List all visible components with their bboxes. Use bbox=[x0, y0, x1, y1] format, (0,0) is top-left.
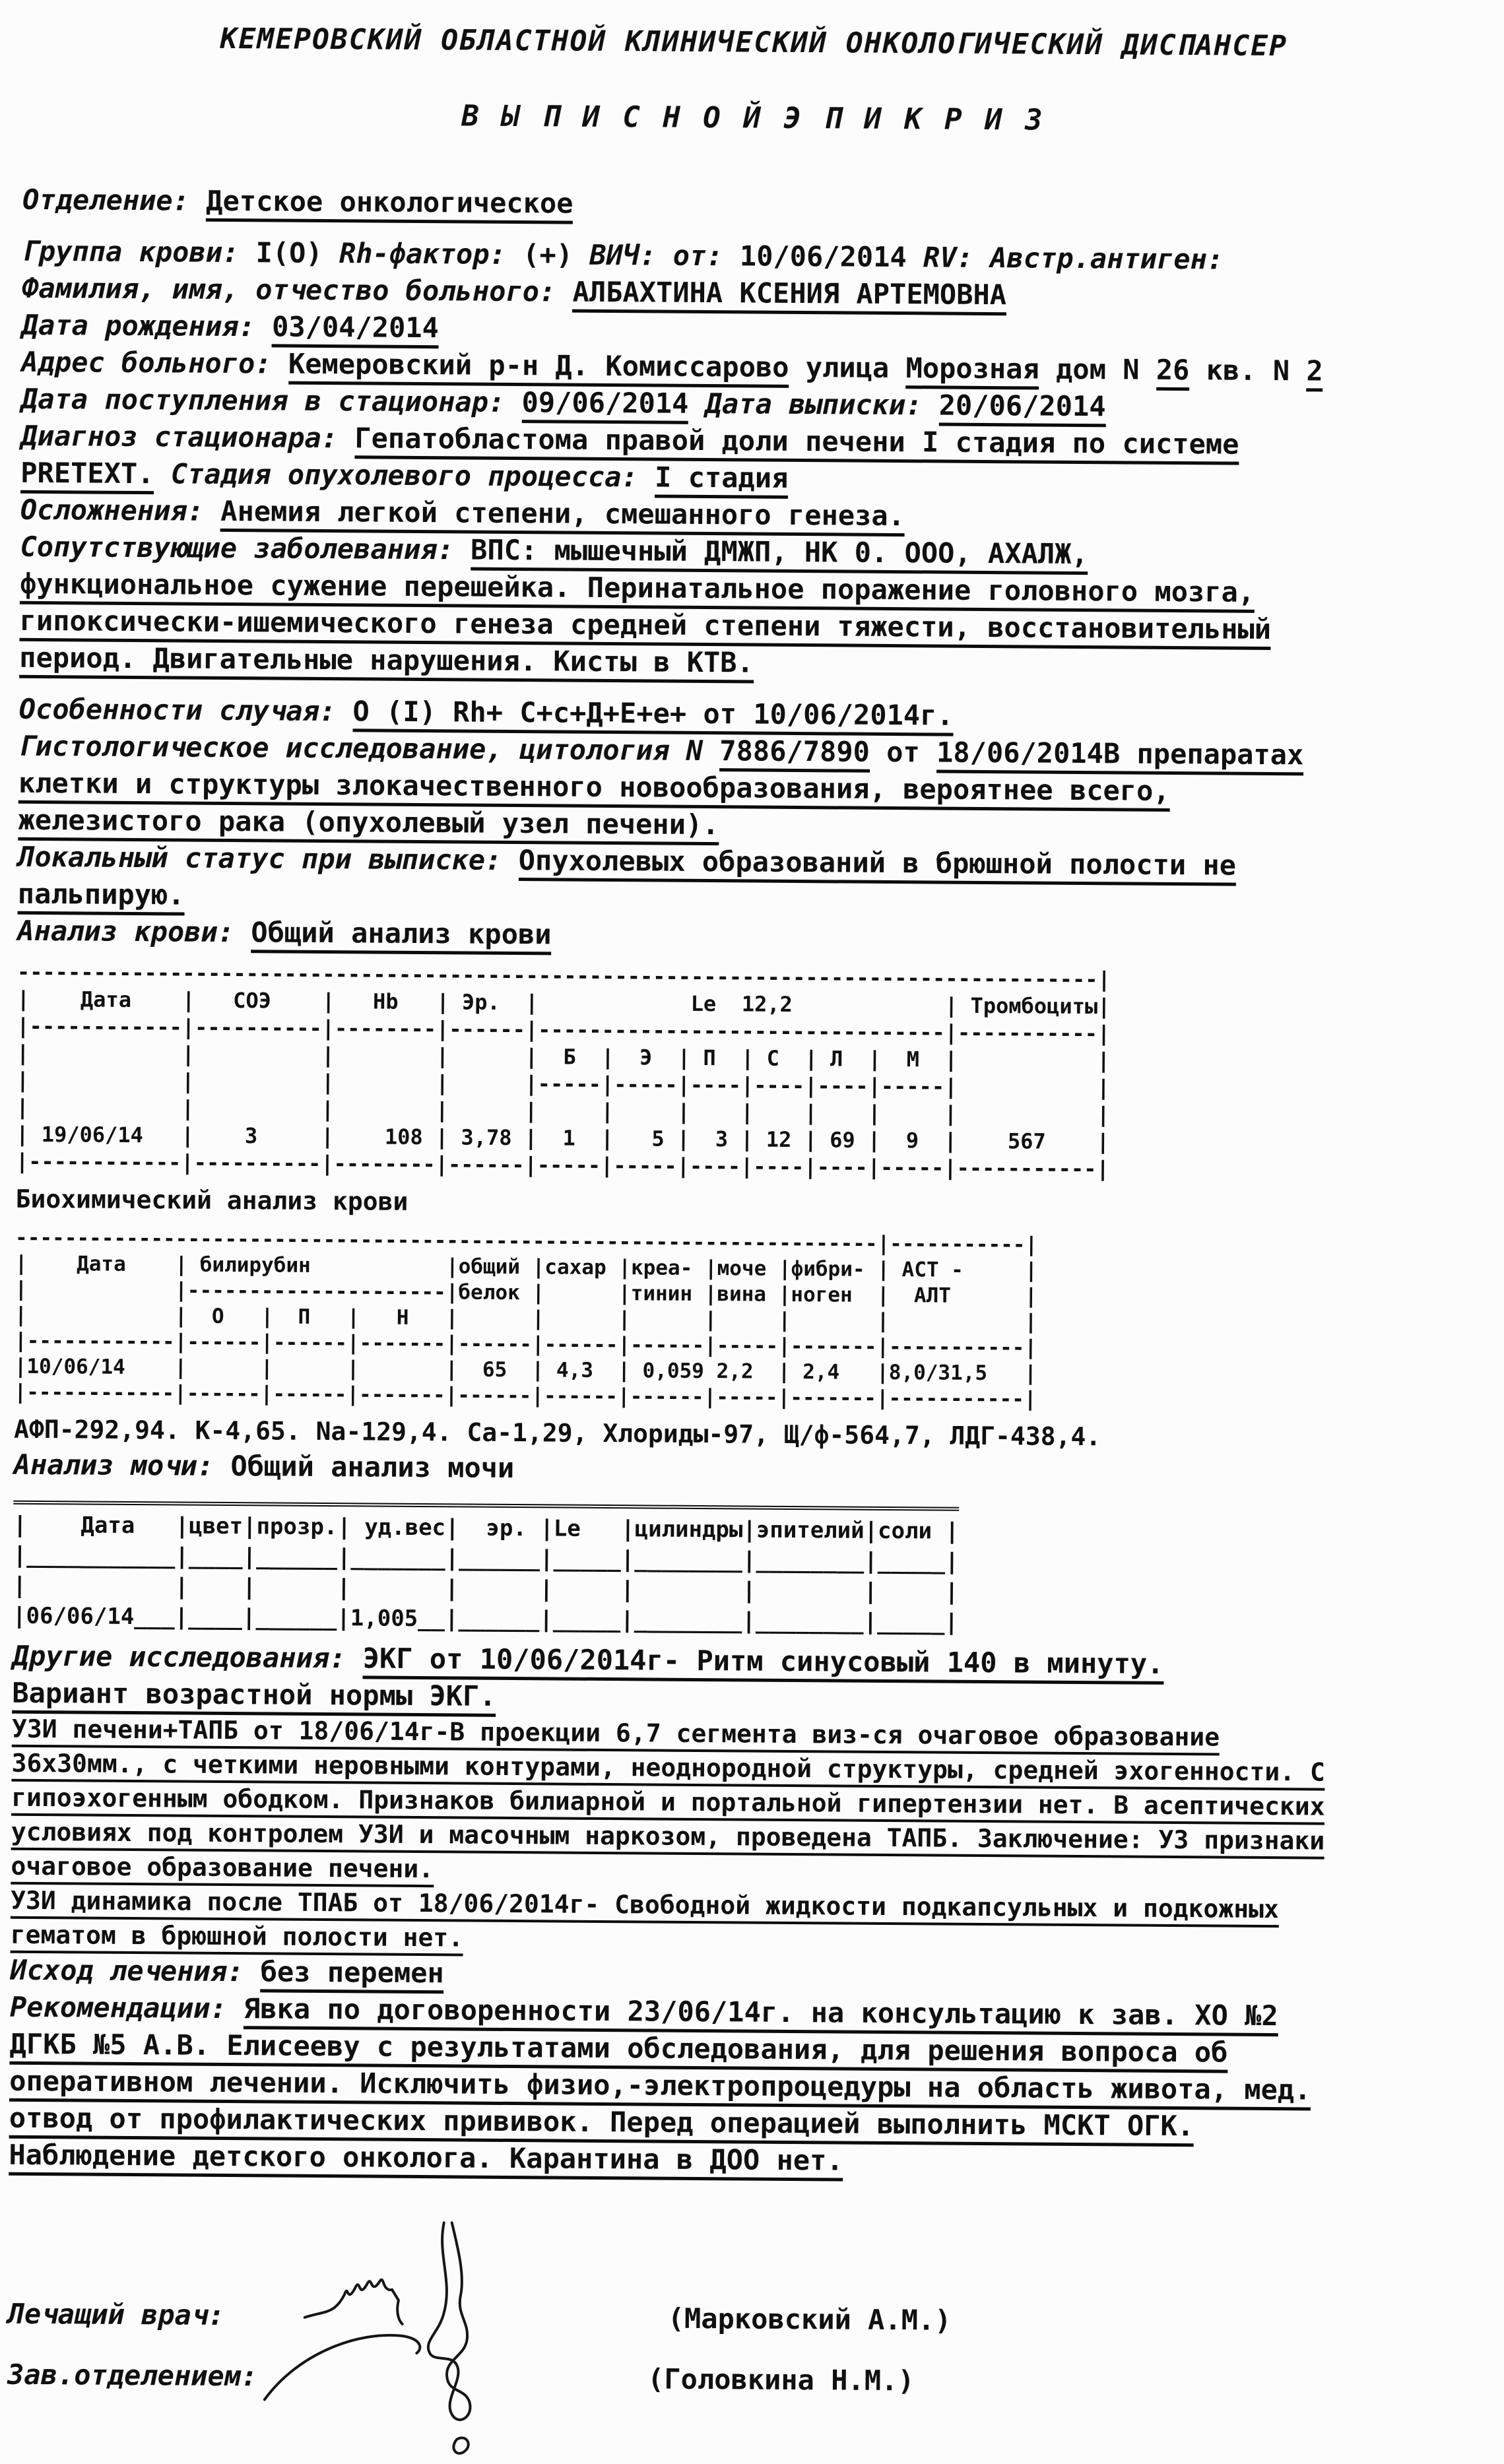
field-label: Адрес больного: bbox=[21, 345, 289, 380]
urine-table: | Дата |цвет|прозр.| уд.вес| эр. |Le |цилиндры|эпителий|соли | |___________|____|______|_______|______|_____|________|________|_____| | | | | | | | | | | |06/06/14___|____|______|1,005__|______|_____|________|________|_____| bbox=[13, 1501, 959, 1638]
field-label: Сопутствующие заболевания: bbox=[20, 530, 471, 566]
signature-head-scribble bbox=[265, 2335, 420, 2401]
field-value: без перемен bbox=[260, 1955, 444, 1994]
field-value: Вариант возрастной нормы ЭКГ. bbox=[12, 1677, 496, 1717]
field-value: Гепатобластома правой доли печени I стадия по системе bbox=[354, 422, 1239, 465]
field-value: О (I) Rh+ С+с+Д+Е+е+ от 10/06/2014г. bbox=[352, 695, 954, 736]
field-label: Дата выписки: bbox=[705, 387, 939, 422]
signature-attending-scribble bbox=[305, 2279, 403, 2324]
field-value: Анемия легкой степени, смешанного генеза. bbox=[220, 495, 905, 536]
field-value: 2 bbox=[1306, 354, 1323, 391]
field-value: 18/06/2014В препаратах bbox=[936, 736, 1304, 775]
field-label: Осложнения: bbox=[20, 493, 221, 527]
field-value: I(О) bbox=[255, 236, 340, 270]
field-label: Рекомендации: bbox=[9, 1990, 244, 2025]
field-value: Явка по договоренности 23/06/14г. на консультацию к зав. ХО №2 bbox=[244, 1992, 1278, 2036]
scanned-content bbox=[7, 21, 1484, 2448]
field-label: ВИЧ: от: bbox=[589, 238, 740, 273]
attending-doctor-label: Лечащий врач: bbox=[7, 2297, 225, 2332]
attending-doctor-name: (Марковский А.М.) bbox=[667, 2302, 952, 2337]
field-label: Стадия опухолевого процесса: bbox=[170, 457, 655, 494]
field-value: 10/06/2014 bbox=[739, 240, 924, 274]
department-line bbox=[22, 181, 1483, 228]
field-label: Анализ крови: bbox=[17, 914, 251, 949]
field-value: Морозная bbox=[905, 352, 1039, 389]
field-value: дом N bbox=[1039, 352, 1157, 386]
field-value: Наблюдение детского онколога. Карантина в ДОО нет. bbox=[9, 2139, 843, 2182]
field-label: Исход лечения: bbox=[10, 1953, 261, 1988]
field-value: очаговое образование печени. bbox=[11, 1852, 434, 1887]
field-value: клетки и структуры злокачественного новообразования, вероятнее всего, bbox=[18, 767, 1170, 812]
field-value: Общий анализ мочи bbox=[230, 1450, 515, 1485]
field-value: гипоксически-ишемического генеза средней степени тяжести, восстановительный bbox=[19, 604, 1271, 650]
handwritten-signatures bbox=[224, 2182, 649, 2461]
field-label: Гистологическое исследование, цитология N bbox=[18, 729, 720, 767]
field-value: ВПС: мышечный ДМЖП, НК 0. ООО, АХАЛЖ, bbox=[471, 534, 1088, 575]
field-value: оперативном лечении. Исключить физио,-электропроцедуры на область живота, мед. bbox=[9, 2065, 1311, 2111]
biochem-title bbox=[15, 1182, 1476, 1226]
field-value: Общий анализ крови bbox=[251, 916, 552, 955]
field-value: 20/06/2014 bbox=[939, 389, 1106, 427]
field-value: АЛБАХТИНА КСЕНИЯ АРТЕМОВНА bbox=[572, 276, 1006, 316]
field-value: от bbox=[869, 735, 937, 769]
field-label: Фамилия, имя, отчество больного: bbox=[22, 271, 573, 308]
field-label: Группа крови: bbox=[22, 234, 256, 269]
field-label: Rh-фактор: bbox=[339, 237, 523, 271]
field-value: пальпирую. bbox=[18, 878, 185, 916]
document-body bbox=[9, 181, 1483, 2184]
signature-block bbox=[7, 2220, 1468, 2448]
field-value: Биохимический анализ крови bbox=[15, 1184, 409, 1216]
field-label: Особенности случая: bbox=[18, 692, 353, 728]
blood-count-table: -------------------------------------------------------------------------------------| | Дата | СОЭ | Hb | Эр. | Le 12,2 | Тромбоциты| |------------|----------|--------|------|--------------------------------|-----------| | | | | | Б | Э | П | С | Л | М | | | | | | |-----|-----|----|----|----|-----| | | | | | | | | | | | | | | 19/06/14 | 3 | 108 | 3,78 | 1 | 5 | 3 | 12 | 69 | 9 | 567 | |------------|----------|--------|------|-----|-----|----|----|----|-----|-----------| bbox=[15, 959, 1111, 1182]
department-head-name: (Головкина Н.М.) bbox=[647, 2362, 915, 2397]
organization-title: КЕМЕРОВСКИЙ ОБЛАСТНОЙ КЛИНИЧЕСКИЙ ОНКОЛОГИЧЕСКИЙ ДИСПАНСЕР bbox=[220, 22, 1288, 63]
field-value: Детское онкологическое bbox=[206, 185, 573, 224]
signature-flourish bbox=[428, 2222, 471, 2420]
field-value: период. Двигательные нарушения. Кисты в КТВ. bbox=[19, 641, 754, 684]
field-label: Отделение: bbox=[22, 183, 207, 217]
signature-flourish-loop bbox=[453, 2438, 468, 2453]
field-value: гипоэхогенным ободком. Признаков билиарной и портальной гипертензии нет. В асептических bbox=[11, 1783, 1325, 1825]
field-value: железистого рака (опухолевый узел печени). bbox=[18, 804, 719, 845]
field-value bbox=[688, 387, 705, 420]
field-value: кв. N bbox=[1189, 354, 1307, 387]
field-value: 36х30мм., с четкими неровными контурами, неоднородной структуры, средней эхогенности. С bbox=[11, 1749, 1325, 1791]
field-value: 03/04/2014 bbox=[272, 310, 439, 348]
field-label: Другие исследования: bbox=[12, 1639, 363, 1675]
field-label: RV: Австр.антиген: bbox=[923, 241, 1224, 276]
field-value: Кемеровский р-н Д. Комиссарово bbox=[288, 348, 789, 388]
field-label: Дата рождения: bbox=[21, 308, 273, 343]
field-value: Опухолевых образований в брюшной полости не bbox=[519, 844, 1237, 886]
field-label: Анализ мочи: bbox=[13, 1448, 231, 1483]
field-value: I стадия bbox=[655, 461, 789, 498]
field-value bbox=[154, 457, 171, 490]
field-value: 09/06/2014 bbox=[521, 386, 688, 424]
field-value: УЗИ динамика после ТПАБ от 18/06/2014г- Свободной жидкости подкапсульных и подкожных bbox=[11, 1886, 1279, 1928]
field-value: PRETEXT. bbox=[20, 457, 154, 494]
field-value: 26 bbox=[1156, 354, 1190, 391]
field-value: АФП-292,94. К-4,65. Na-129,4. Са-1,29, Хлориды-97, Щ/ф-564,7, ЛДГ-438,4. bbox=[13, 1414, 1101, 1452]
department-head-label: Зав.отделением: bbox=[7, 2358, 258, 2393]
field-label: Дата поступления в стационар: bbox=[20, 382, 522, 419]
field-value: гематом в брюшной полости нет. bbox=[11, 1920, 464, 1957]
field-value: отвод от профилактических прививок. Перед операцией выполнить МСКТ ОГК. bbox=[9, 2102, 1194, 2147]
field-value: (+) bbox=[522, 238, 590, 271]
field-value: условиях под контролем УЗИ и масочным наркозом, проведена ТАПБ. Заключение: УЗ признаки bbox=[11, 1817, 1325, 1860]
field-value: ДГКБ №5 А.В. Елисееву с результатами обследования, для решения вопроса об bbox=[9, 2028, 1227, 2073]
field-value: 7886/7890 bbox=[719, 734, 870, 773]
field-value: УЗИ печени+ТАПБ от 18/06/14г-В проекции 6,7 сегмента виз-ся очаговое образование bbox=[12, 1714, 1220, 1756]
field-value: функциональное сужение перешейка. Перинатальное поражение головного мозга, bbox=[20, 567, 1255, 613]
field-label: Диагноз стационара: bbox=[20, 419, 355, 455]
field-label: Локальный статус при выписке: bbox=[17, 840, 519, 877]
biochem-table: ----------------------------------------------------------------------|-----------| | Дата | билирубин |общий |сахар |креа- |моче |фибри- | АСТ - | | |---------------------|белок | |тинин |вина |ноген | АЛТ | | | О | П | Н | | | | | | | |------------|------|------|-------|------|------|------|-----|-------|-----------| |10/06/14 | | | | 65 | 4,3 | 0,059 2,2 | 2,4 |8,0/31,5 | |------------|------|------|-------|------|------|------|-----|-------|-----------| bbox=[14, 1225, 1038, 1411]
field-value: улица bbox=[789, 350, 906, 385]
field-value: ЭКГ от 10/06/2014г- Ритм синусовый 140 в минуту. bbox=[362, 1642, 1163, 1684]
document-title: В Ы П И С Н О Й Э П И К Р И З bbox=[461, 99, 1045, 137]
